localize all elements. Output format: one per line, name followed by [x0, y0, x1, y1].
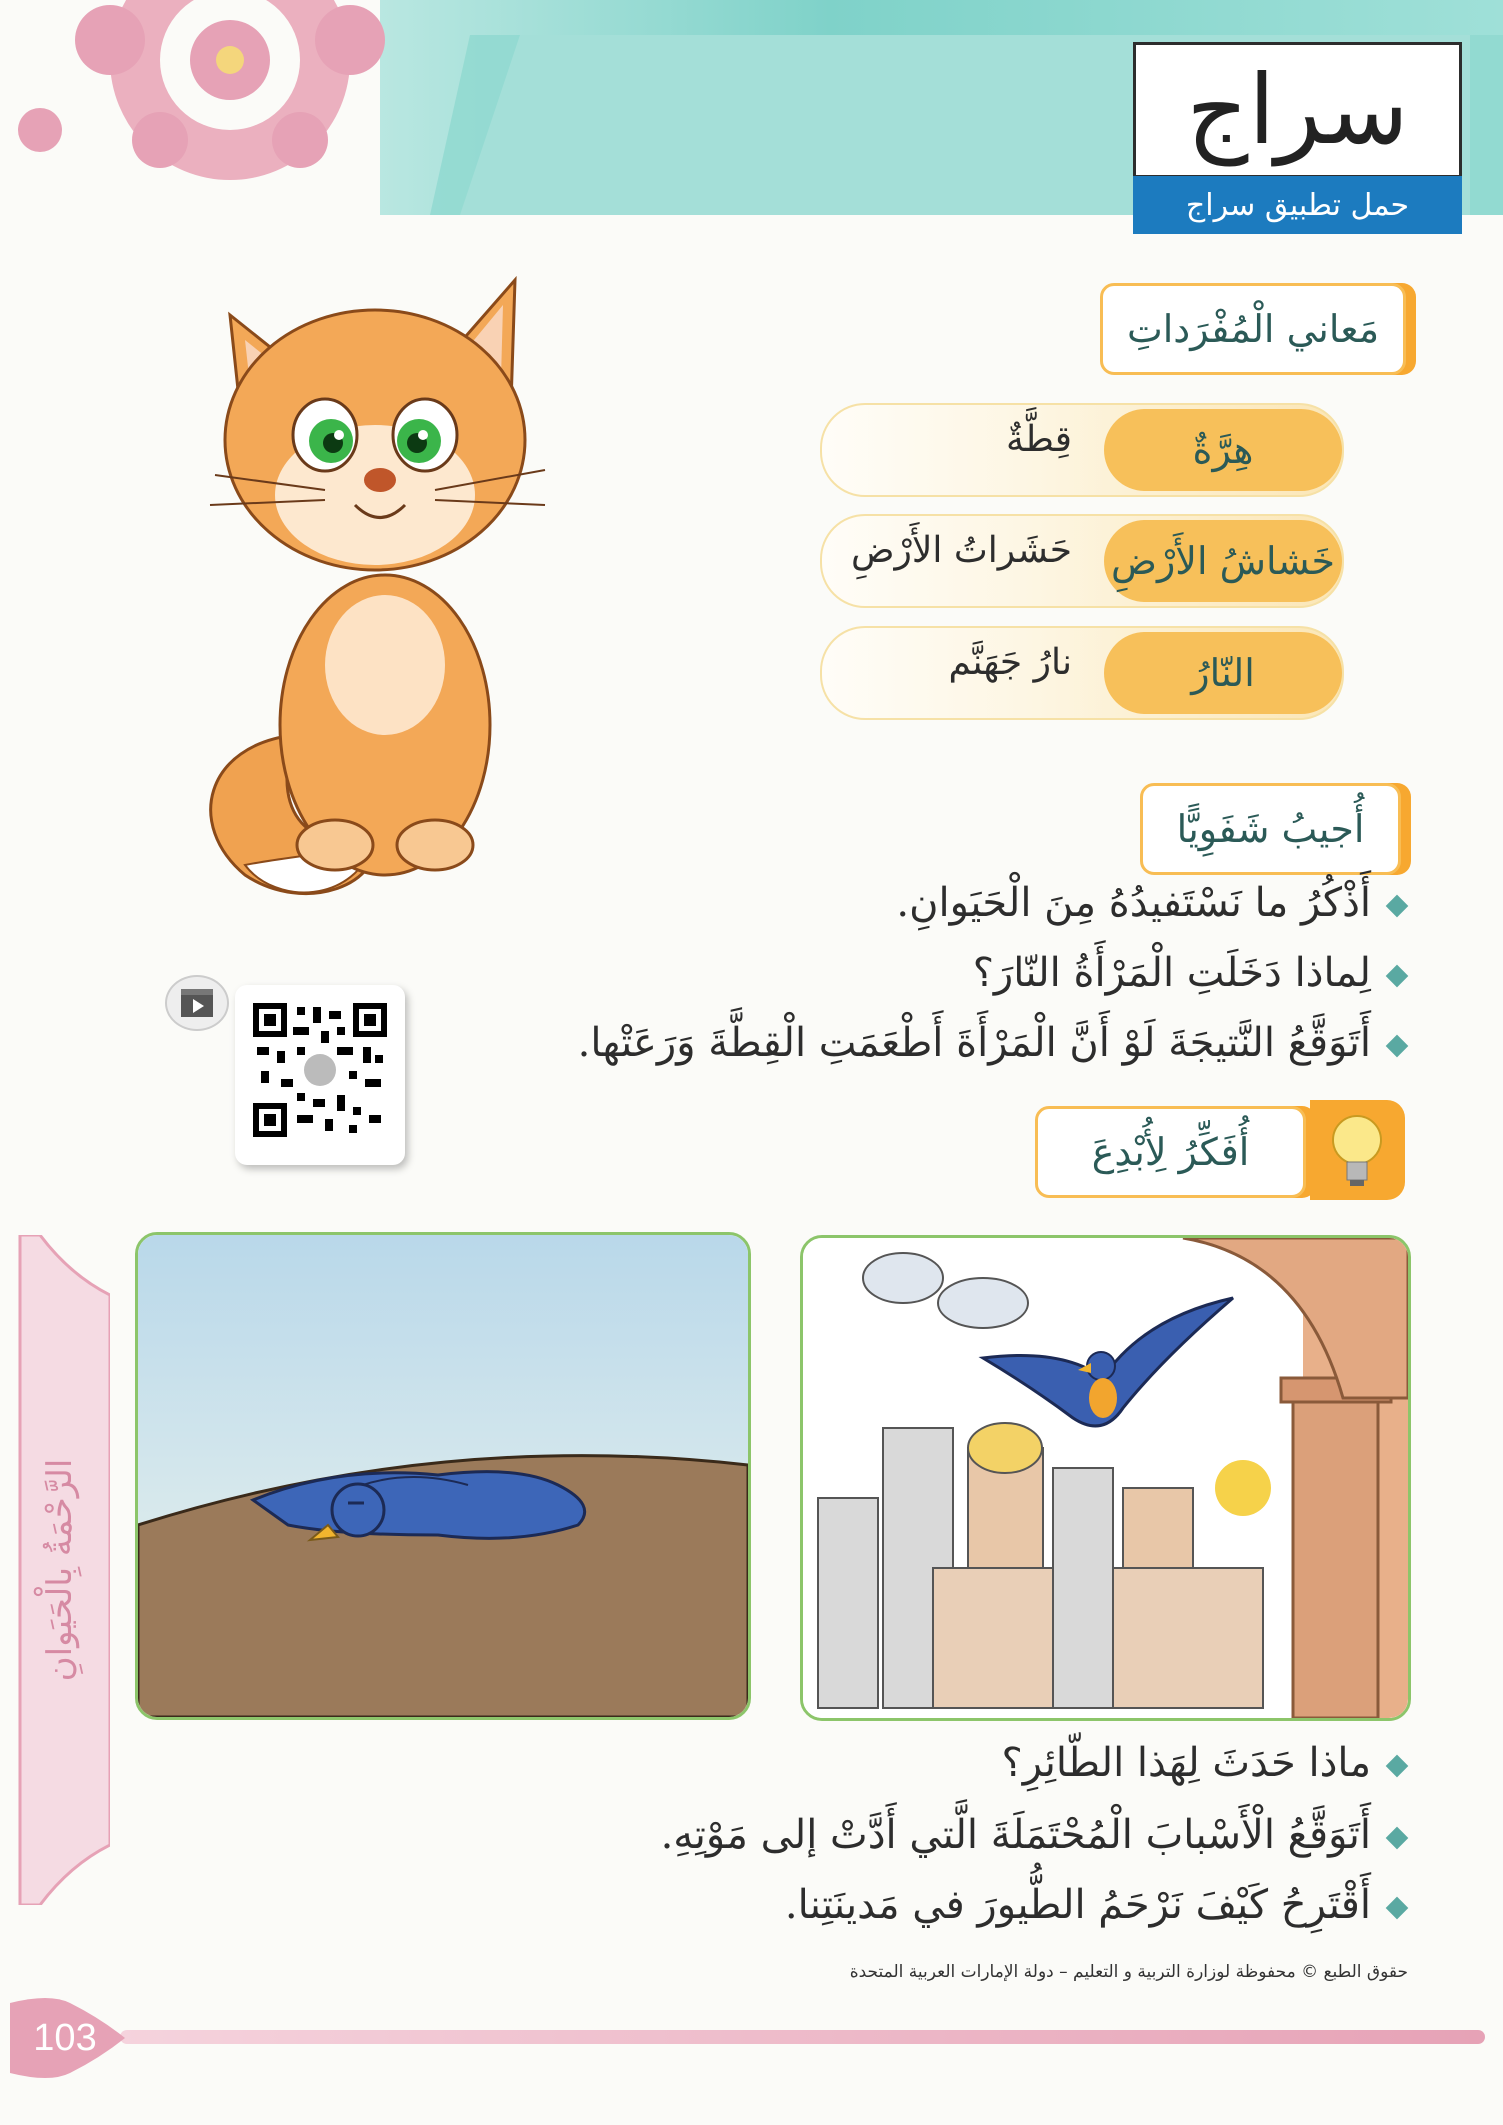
- qr-code: [253, 1003, 387, 1137]
- side-chapter-title: الرَّحْمَةُ بِالْحَيَوانِ: [40, 1458, 80, 1682]
- vocab-row: [820, 403, 1344, 497]
- page-number-badge: [10, 1993, 130, 2083]
- oral-question: أَتَوَقَّعُ النَّتيجَةَ لَوْ أَنَّ الْمَرْأَةَ أَطْعَمَتِ الْقِطَّةَ وَرَعَتْها.: [578, 1020, 1405, 1066]
- side-chapter-tab: [10, 1235, 110, 1905]
- oral-question: أَذْكُرُ ما نَسْتَفيدُهُ مِنَ الْحَيَوانِ.: [896, 880, 1405, 926]
- vocab-row: [820, 514, 1344, 608]
- vocab-heading-text: مَعاني الْمُفْرَداتِ: [1126, 307, 1380, 351]
- footer-line: [120, 2030, 1485, 2044]
- oral-heading: [1140, 783, 1401, 875]
- page-number: 103: [33, 2016, 97, 2059]
- diamond-bullet-icon: [1386, 965, 1409, 988]
- creative-heading: [1035, 1100, 1405, 1200]
- city-bird-picture: [800, 1235, 1411, 1721]
- vocab-meaning: قِطَّةٌ: [1005, 419, 1072, 460]
- vocab-meaning: نارُ جَهَنَّم: [948, 642, 1072, 683]
- diamond-bullet-icon: [1386, 895, 1409, 918]
- creative-question: أَتَوَقَّعُ الْأَسْبابَ الْمُحْتَمَلَةَ الَّتي أَدَّتْ إلى مَوْتِهِ.: [661, 1812, 1405, 1858]
- copyright-line: حقوق الطبع © محفوظة لوزارة التربية و التعليم – دولة الإمارات العربية المتحدة: [849, 1962, 1408, 1982]
- siraj-app-logo[interactable]: [1133, 42, 1460, 242]
- creative-question: أَقْتَرِحُ كَيْفَ نَرْحَمُ الطُّيورَ في مَدينَتِنا.: [785, 1882, 1405, 1928]
- vocab-term: هِرَّةٌ: [1104, 409, 1342, 491]
- creative-question: ماذا حَدَثَ لِهَذا الطّائِرِ؟: [1001, 1740, 1405, 1786]
- logo-word: سراج: [1133, 42, 1462, 178]
- diamond-bullet-icon: [1386, 1035, 1409, 1058]
- vocab-term: النّارُ: [1104, 632, 1342, 714]
- vocab-row: [820, 626, 1344, 720]
- logo-tagline: حمل تطبيق سراج: [1133, 176, 1462, 234]
- dead-bird-picture: [135, 1232, 751, 1720]
- creative-heading-text: أُفَكِّرُ لِأُبْدِعَ: [1091, 1130, 1250, 1174]
- video-icon[interactable]: [165, 975, 229, 1031]
- qr-video-link[interactable]: [165, 975, 415, 1175]
- diamond-bullet-icon: [1386, 1897, 1409, 1920]
- oral-heading-text: أُجيبُ شَفَوِيًّا: [1176, 807, 1365, 851]
- vocab-meaning: حَشَراتُ الأَرْضِ: [850, 530, 1072, 571]
- lightbulb-icon: [1310, 1100, 1405, 1200]
- diamond-bullet-icon: [1386, 1827, 1409, 1850]
- cat-illustration: [185, 265, 555, 905]
- diamond-bullet-icon: [1386, 1755, 1409, 1778]
- vocab-heading: [1100, 283, 1406, 375]
- oral-question: لِماذا دَخَلَتِ الْمَرْأَةُ النّارَ؟: [973, 950, 1405, 996]
- vocab-term: خَشاشُ الأَرْضِ: [1104, 520, 1342, 602]
